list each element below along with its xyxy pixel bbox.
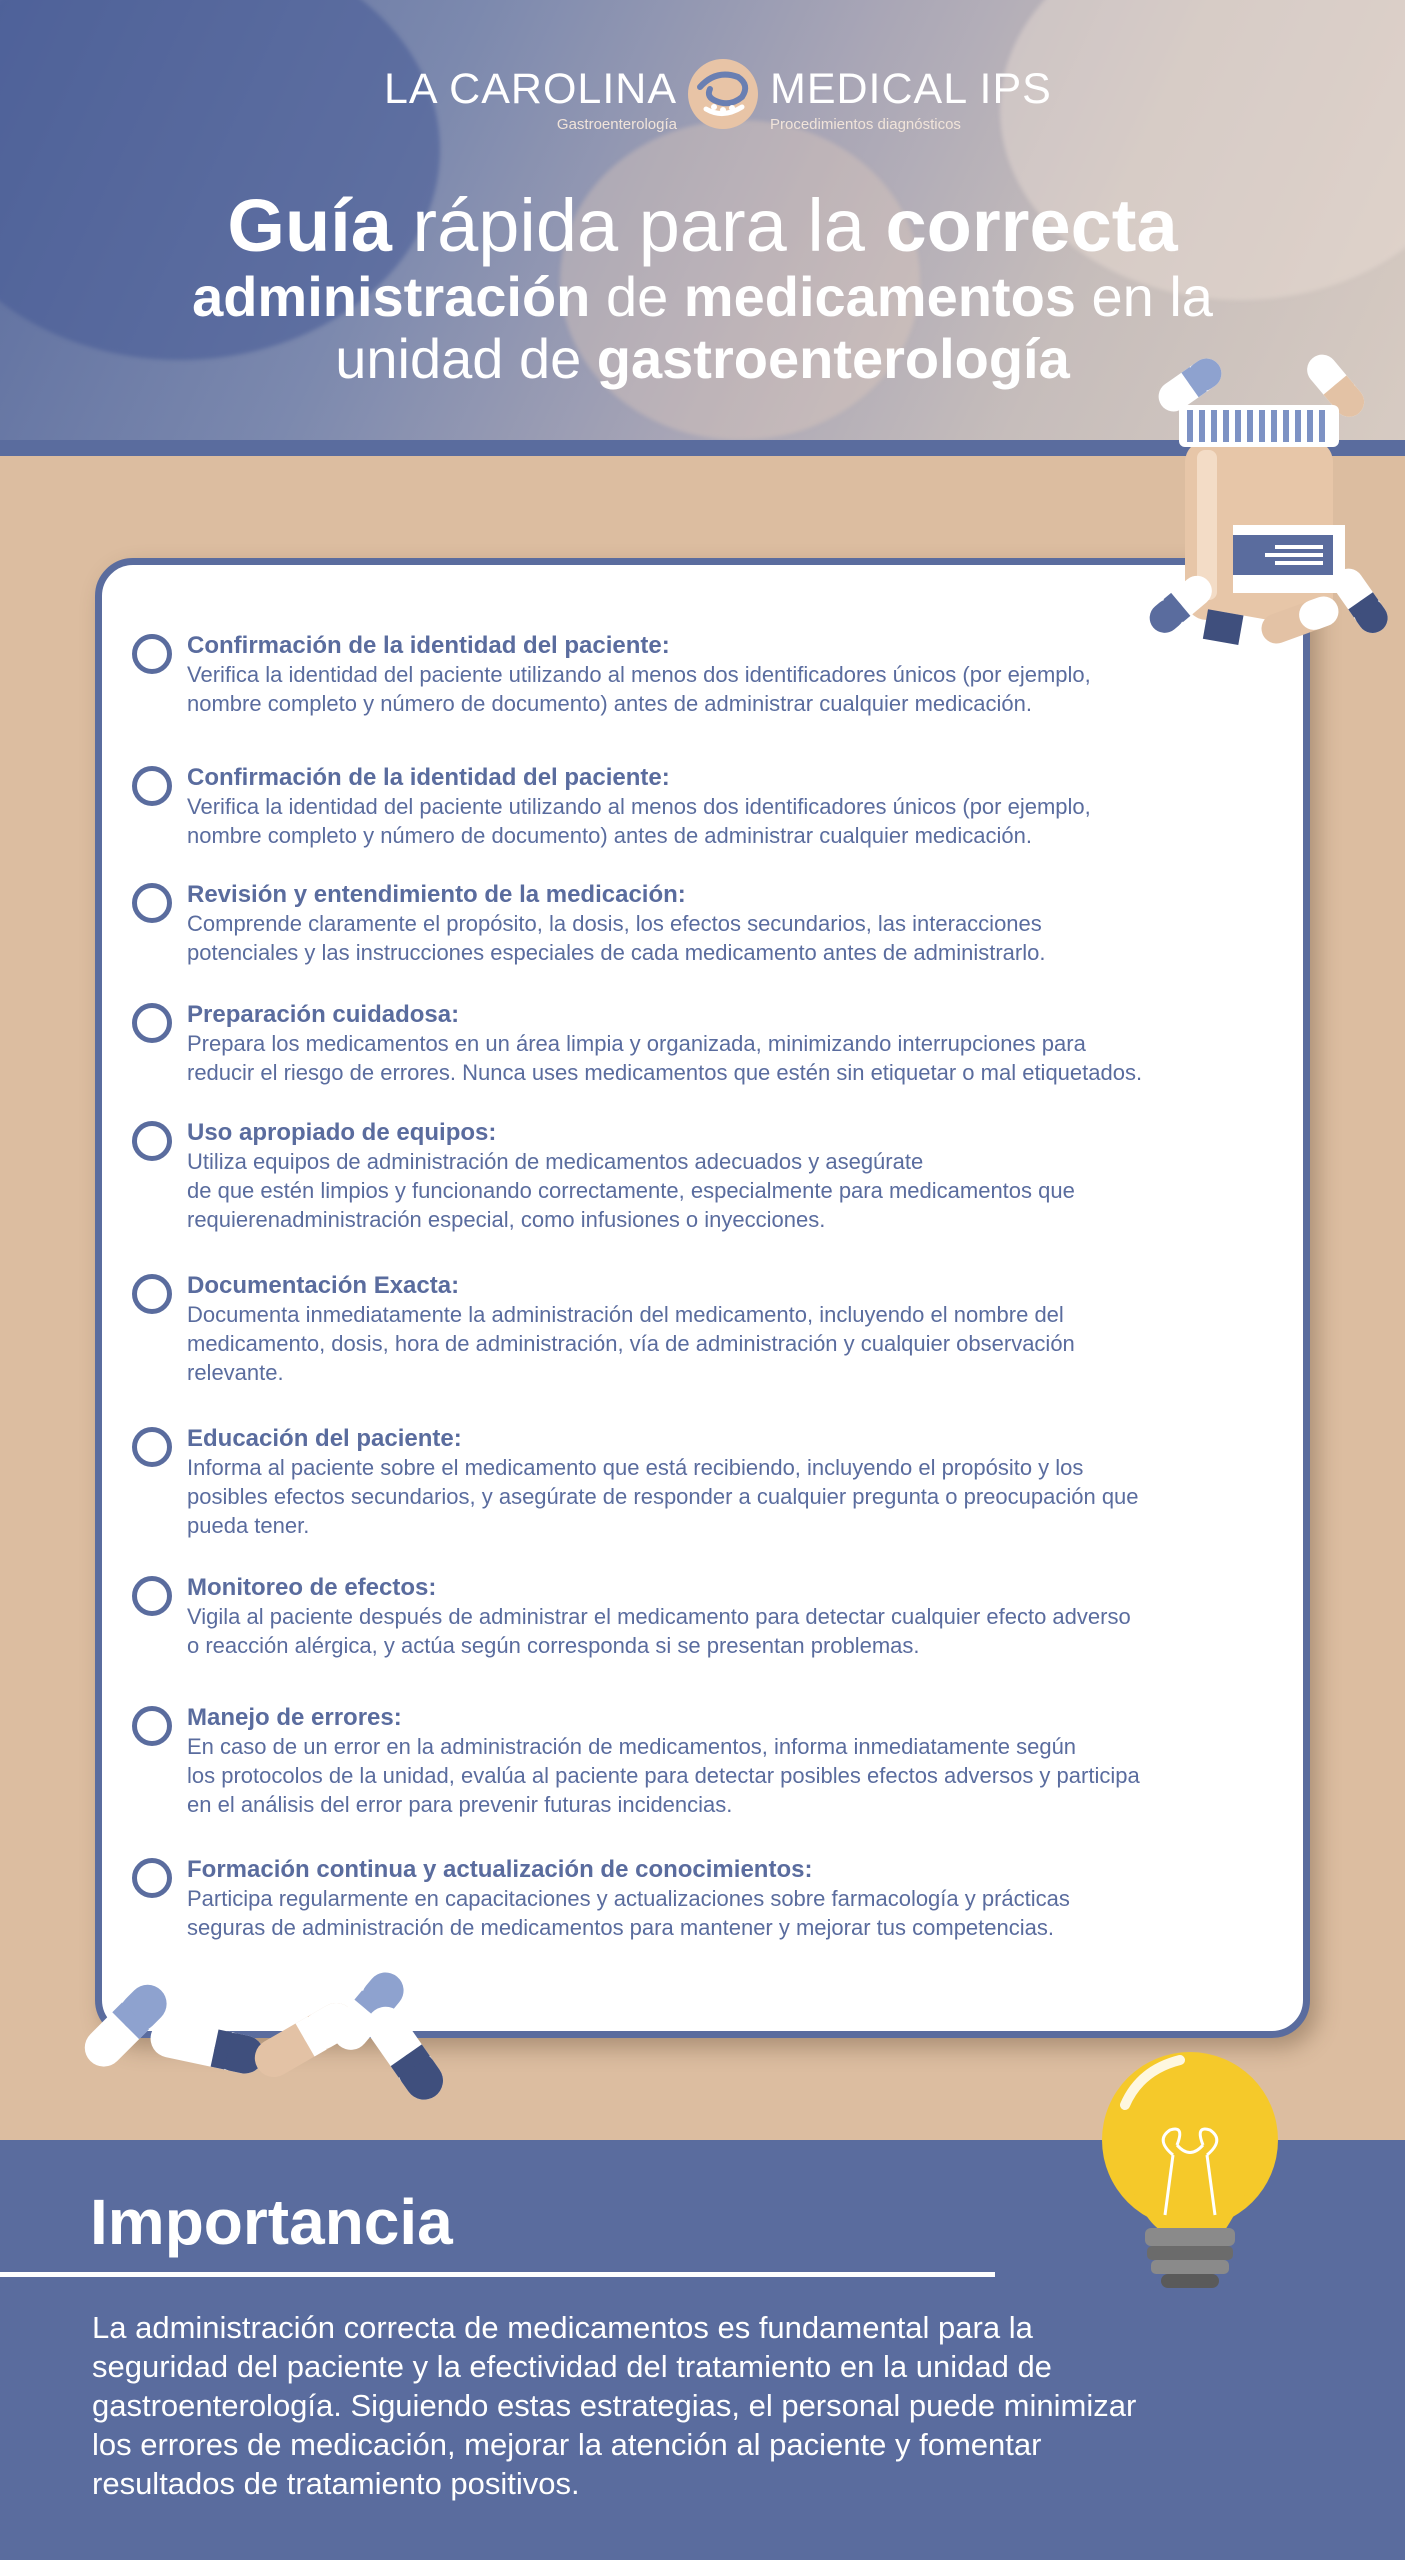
guideline-heading: Monitoreo de efectos: — [187, 1574, 437, 1601]
title-word: unidad de — [335, 326, 597, 390]
guideline-text: Prepara los medicamentos en un área limpia y organizada, minimizando interrupciones para — [187, 1031, 1086, 1056]
title-word: Guía — [227, 184, 392, 267]
guideline-heading: Formación continua y actualización de conocimientos: — [187, 1856, 813, 1883]
checkbox-circle-icon — [132, 766, 172, 806]
guideline-text: medicamento, dosis, hora de administración, vía de administración y cualquier observación — [187, 1331, 1075, 1356]
guideline-text: en el análisis del error para prevenir futuras incidencias. — [187, 1792, 733, 1817]
title-line-1 — [60, 185, 1345, 266]
guideline-text: seguras de administración de medicamentos para mantener y mejorar tus competencias. — [187, 1915, 1054, 1940]
guideline-heading: Revisión y entendimiento de la medicación: — [187, 881, 686, 908]
guideline-text: requierenadministración especial, como infusiones o inyecciones. — [187, 1207, 826, 1232]
checkbox-circle-icon — [132, 1576, 172, 1616]
importance-divider — [0, 2272, 995, 2277]
guideline-text: nombre completo y número de documento) antes de administrar cualquier medicación. — [187, 823, 1032, 848]
guideline-text: En caso de un error en la administración de medicamentos, informa inmediatamente según — [187, 1734, 1077, 1759]
light-bulb-icon — [1085, 2045, 1285, 2295]
guideline-heading: Confirmación de la identidad del paciente: — [187, 764, 670, 791]
title-line-2 — [60, 266, 1345, 328]
importance-line: resultados de tratamiento positivos. — [92, 2466, 580, 2501]
guideline-heading: Uso apropiado de equipos: — [187, 1119, 497, 1146]
checkbox-circle-icon — [132, 1858, 172, 1898]
checkbox-circle-icon — [132, 1274, 172, 1314]
importance-line: seguridad del paciente y la efectividad del tratamiento en la unidad de — [92, 2349, 1052, 2384]
guideline-text: Comprende claramente el propósito, la dosis, los efectos secundarios, las interacciones — [187, 911, 1042, 936]
guideline-text: reducir el riesgo de errores. Nunca uses medicamentos que estén sin etiquetar o mal etiquetados. — [187, 1060, 1143, 1085]
brand-left — [384, 65, 677, 133]
checkbox-circle-icon — [132, 1121, 172, 1161]
brand-left-name: LA CAROLINA — [384, 65, 677, 113]
importance-text — [92, 2308, 1322, 2503]
importance-line: gastroenterología. Siguiendo estas estrategias, el personal puede minimizar — [92, 2388, 1137, 2423]
checkbox-circle-icon — [132, 883, 172, 923]
importance-line: los errores de medicación, mejorar la atención al paciente y fomentar — [92, 2427, 1042, 2462]
guideline-heading: Documentación Exacta: — [187, 1272, 460, 1299]
brand-logo — [0, 55, 1405, 145]
title-word: correcta — [885, 184, 1178, 267]
title-word: gastroenterología — [596, 326, 1070, 390]
title-word: administración — [192, 265, 591, 329]
guideline-text: nombre completo y número de documento) antes de administrar cualquier medicación. — [187, 691, 1032, 716]
checkbox-circle-icon — [132, 1427, 172, 1467]
guideline-heading: Confirmación de la identidad del paciente: — [187, 632, 670, 659]
guideline-heading: Educación del paciente: — [187, 1425, 462, 1452]
title-word: en la — [1075, 265, 1213, 329]
title-word: de — [590, 265, 684, 329]
pills-icon — [55, 1945, 465, 2105]
importance-line: La administración correcta de medicamentos es fundamental para la — [92, 2310, 1033, 2345]
brand-emblem-icon — [686, 57, 760, 131]
guideline-text: o reacción alérgica, y actúa según corresponda si se presentan problemas. — [187, 1633, 920, 1658]
guideline-text: relevante. — [187, 1360, 284, 1385]
guideline-text: Participa regularmente en capacitaciones y actualizaciones sobre farmacología y prácticas — [187, 1886, 1070, 1911]
guideline-heading: Preparación cuidadosa: — [187, 1001, 460, 1028]
guideline-text: Utiliza equipos de administración de medicamentos adecuados y asegúrate — [187, 1149, 924, 1174]
guideline-text: los protocolos de la unidad, evalúa al paciente para detectar posibles efectos adversos y participa — [187, 1763, 1140, 1788]
guideline-text: Documenta inmediatamente la administración del medicamento, incluyendo el nombre del — [187, 1302, 1064, 1327]
title-word: rápida para la — [391, 184, 886, 267]
brand-right-subtitle: Procedimientos diagnósticos — [770, 116, 961, 133]
brand-right — [770, 65, 1052, 133]
guideline-text: Informa al paciente sobre el medicamento que está recibiendo, incluyendo el propósito y los — [187, 1455, 1084, 1480]
pill-bottle-icon — [1135, 340, 1395, 660]
importance-title: Importancia — [90, 2186, 453, 2258]
guideline-text: Vigila al paciente después de administrar el medicamento para detectar cualquier efecto adverso — [187, 1604, 1131, 1629]
brand-left-subtitle: Gastroenterología — [556, 116, 677, 133]
checkbox-circle-icon — [132, 634, 172, 674]
checkbox-circle-icon — [132, 1706, 172, 1746]
guideline-text: Verifica la identidad del paciente utilizando al menos dos identificadores únicos (por ejemplo, — [187, 662, 1091, 687]
title-word: medicamentos — [683, 265, 1076, 329]
guideline-heading: Manejo de errores: — [187, 1704, 402, 1731]
brand-right-name: MEDICAL IPS — [770, 65, 1052, 113]
guidelines-card — [95, 558, 1310, 2038]
checkbox-circle-icon — [132, 1003, 172, 1043]
guideline-text: Verifica la identidad del paciente utilizando al menos dos identificadores únicos (por ejemplo, — [187, 794, 1091, 819]
guideline-text: posibles efectos secundarios, y asegúrate de responder a cualquier pregunta o preocupación que — [187, 1484, 1139, 1509]
guideline-text: potenciales y las instrucciones especiales de cada medicamento antes de administrarlo. — [187, 940, 1046, 965]
guideline-text: de que estén limpios y funcionando correctamente, especialmente para medicamentos que — [187, 1178, 1075, 1203]
guideline-text: pueda tener. — [187, 1513, 310, 1538]
